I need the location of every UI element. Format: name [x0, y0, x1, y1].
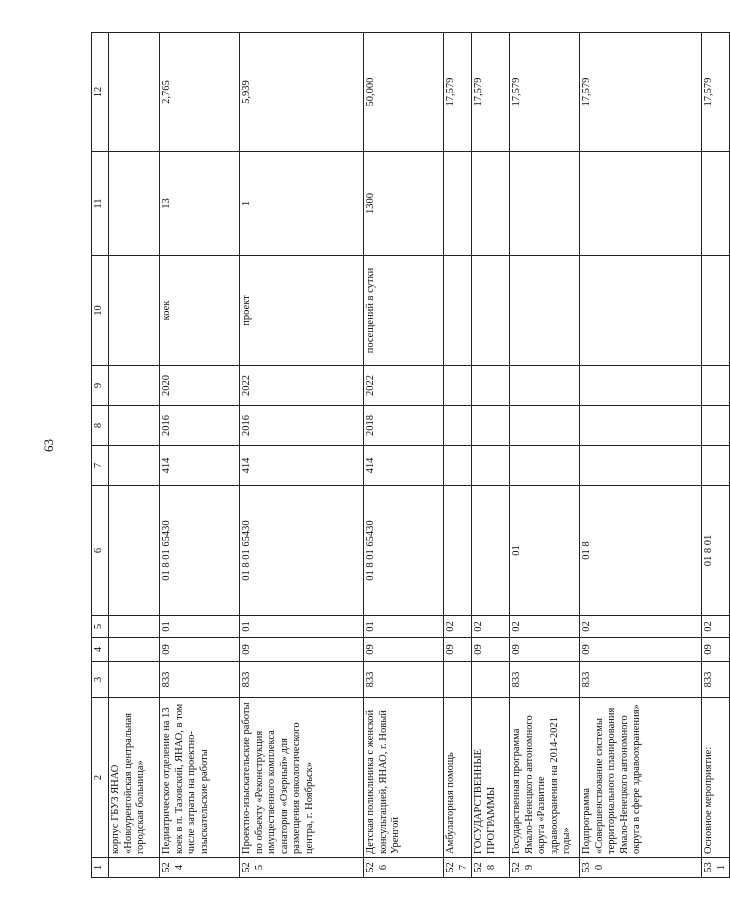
page-number: 63 [41, 439, 56, 452]
year-start [109, 406, 160, 446]
unit [510, 256, 580, 366]
year-start [702, 406, 730, 446]
code-7: 414 [240, 446, 364, 486]
code-3: 833 [702, 662, 730, 698]
table-row [364, 33, 444, 878]
unit [702, 256, 730, 366]
row-number: 526 [364, 858, 444, 878]
code-4: 09 [580, 638, 702, 662]
amount: 17,579 [510, 33, 580, 152]
item-name: Основное мероприятие: [702, 698, 730, 858]
code-7 [472, 446, 510, 486]
code-7 [580, 446, 702, 486]
code-5: 02 [472, 616, 510, 638]
year-end [444, 366, 472, 406]
row-number: 524 [160, 858, 240, 878]
header-cell: 7 [92, 446, 109, 486]
code-4 [109, 638, 160, 662]
header-cell: 12 [92, 33, 109, 152]
table-row [510, 33, 580, 878]
capacity [580, 152, 702, 256]
year-end: 2020 [160, 366, 240, 406]
code-7 [702, 446, 730, 486]
amount: 50,000 [364, 33, 444, 152]
item-name: Подпрограмма «Совершенствование системы территориального планирования Ямало-Ненецкого автономного округа в сфере здравоохранения» [580, 698, 702, 858]
item-name: Педиатрическое отделение на 13 коек в п. Тазовский, ЯНАО, в том числе затраты на проектно-изыскательские работы [160, 698, 240, 858]
capacity [510, 152, 580, 256]
header-cell: 8 [92, 406, 109, 446]
code-4: 09 [472, 638, 510, 662]
code-7: 414 [160, 446, 240, 486]
code-4: 09 [240, 638, 364, 662]
amount [109, 33, 160, 152]
row-number: 531 [702, 858, 730, 878]
code-5 [109, 616, 160, 638]
code-6: 01 8 01 [702, 486, 730, 616]
code-7: 414 [364, 446, 444, 486]
code-3 [472, 662, 510, 698]
amount: 17,579 [702, 33, 730, 152]
year-start: 2016 [240, 406, 364, 446]
rotated-table-container [91, 33, 727, 878]
header-cell: 5 [92, 616, 109, 638]
amount: 2,765 [160, 33, 240, 152]
code-3 [444, 662, 472, 698]
code-4: 09 [444, 638, 472, 662]
table-row [472, 33, 510, 878]
amount: 5,939 [240, 33, 364, 152]
capacity: 13 [160, 152, 240, 256]
item-name: ГОСУДАРСТВЕННЫЕ ПРОГРАММЫ [472, 698, 510, 858]
code-6: 01 8 [580, 486, 702, 616]
code-6 [109, 486, 160, 616]
code-6: 01 8 01 65430 [240, 486, 364, 616]
row-number: 529 [510, 858, 580, 878]
year-end [472, 366, 510, 406]
year-start [580, 406, 702, 446]
row-number: 528 [472, 858, 510, 878]
code-5: 02 [510, 616, 580, 638]
code-3: 833 [364, 662, 444, 698]
year-start [510, 406, 580, 446]
unit: посещений в сутки [364, 256, 444, 366]
code-5: 02 [444, 616, 472, 638]
row-number: 525 [240, 858, 364, 878]
code-3: 833 [160, 662, 240, 698]
code-3: 833 [580, 662, 702, 698]
header-cell: 9 [92, 366, 109, 406]
code-7 [109, 446, 160, 486]
year-start: 2018 [364, 406, 444, 446]
code-6 [472, 486, 510, 616]
table-row [160, 33, 240, 878]
unit [109, 256, 160, 366]
year-end [702, 366, 730, 406]
amount: 17,579 [444, 33, 472, 152]
code-5: 02 [580, 616, 702, 638]
code-5: 02 [702, 616, 730, 638]
capacity: 1300 [364, 152, 444, 256]
code-6: 01 8 01 65430 [160, 486, 240, 616]
budget-table [91, 32, 730, 878]
capacity: 1 [240, 152, 364, 256]
unit [580, 256, 702, 366]
unit: коек [160, 256, 240, 366]
code-4: 09 [160, 638, 240, 662]
code-3 [109, 662, 160, 698]
year-start: 2016 [160, 406, 240, 446]
year-end [580, 366, 702, 406]
code-7 [510, 446, 580, 486]
row-number: 527 [444, 858, 472, 878]
header-cell: 6 [92, 486, 109, 616]
item-name: Амбулаторная помощь [444, 698, 472, 858]
table-row [444, 33, 472, 878]
capacity [472, 152, 510, 256]
header-cell: 10 [92, 256, 109, 366]
code-3: 833 [510, 662, 580, 698]
header-cell: 2 [92, 698, 109, 858]
amount: 17,579 [472, 33, 510, 152]
year-start [444, 406, 472, 446]
year-end [510, 366, 580, 406]
year-end: 2022 [364, 366, 444, 406]
header-row [92, 33, 109, 878]
unit: проект [240, 256, 364, 366]
row-number [109, 858, 160, 878]
code-5: 01 [364, 616, 444, 638]
header-cell: 1 [92, 858, 109, 878]
capacity [109, 152, 160, 256]
unit [444, 256, 472, 366]
code-6: 01 8 01 65430 [364, 486, 444, 616]
header-cell: 4 [92, 638, 109, 662]
year-end: 2022 [240, 366, 364, 406]
unit [472, 256, 510, 366]
code-4: 09 [364, 638, 444, 662]
code-6 [444, 486, 472, 616]
capacity [444, 152, 472, 256]
year-end [109, 366, 160, 406]
table-row [702, 33, 730, 878]
table-row [109, 33, 160, 878]
amount: 17,579 [580, 33, 702, 152]
code-6: 01 [510, 486, 580, 616]
header-cell: 3 [92, 662, 109, 698]
header-cell: 11 [92, 152, 109, 256]
row-number: 530 [580, 858, 702, 878]
code-3: 833 [240, 662, 364, 698]
code-5: 01 [240, 616, 364, 638]
item-name: Детская поликлиника с женской консультацией, ЯНАО, г. Новый Уренгой [364, 698, 444, 858]
item-name: корпус ГБУЗ ЯНАО «Новоуренгойская центральная городская больница» [109, 698, 160, 858]
code-4: 09 [510, 638, 580, 662]
table-row [580, 33, 702, 878]
item-name: Проектно-изыскательские работы по объекту «Реконструкция имущественного комплекса санатория «Озерный» для размещения онкологического центра, г. Ноябрьск» [240, 698, 364, 858]
capacity [702, 152, 730, 256]
code-7 [444, 446, 472, 486]
year-start [472, 406, 510, 446]
item-name: Государственная программа Ямало-Ненецкого автономного округа «Развитие здравоохранения на 2014-2021 годы» [510, 698, 580, 858]
code-5: 01 [160, 616, 240, 638]
code-4: 09 [702, 638, 730, 662]
table-row [240, 33, 364, 878]
